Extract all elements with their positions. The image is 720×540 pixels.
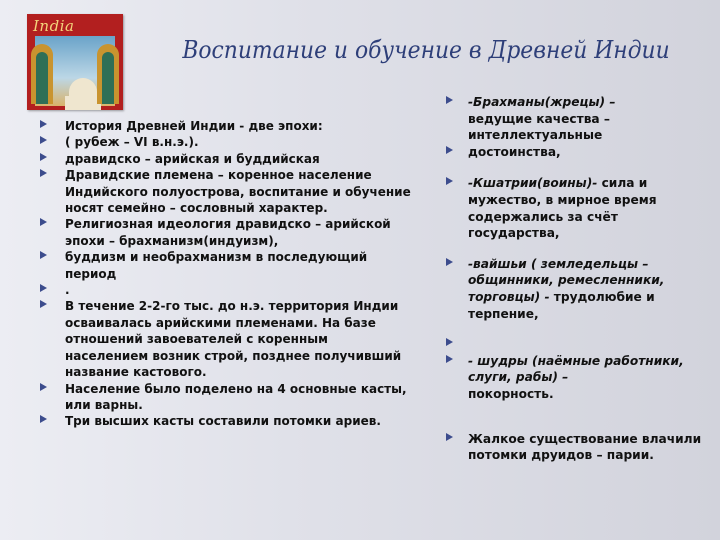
arrow-bullet-icon [40,136,47,144]
arrow-bullet-icon [40,153,47,161]
pariahs: Жалкое существование влачили потомки друидов – парии. [444,431,708,464]
list-item: Три высших касты составили потомки ариев. [40,413,412,429]
arrow-bullet-icon [40,251,47,259]
arrow-bullet-icon [40,284,47,292]
list-item: Религиозная идеология дравидско – арийской эпохи – брахманизм(индуизм), [40,216,412,249]
right-bullet-list [444,94,708,464]
list-item: История Древней Индии - две эпохи: [40,118,412,134]
arrow-bullet-icon [40,218,47,226]
empty-bullet [444,336,708,353]
arrow-bullet-icon [40,169,47,177]
caste-shudra: - шудры (наёмные работники, слуги, рабы) – покорность. [444,353,708,403]
arrow-bullet-icon [446,355,453,363]
palace-building [65,96,101,110]
india-book-cover-image [27,14,123,110]
list-item: . [40,282,412,298]
arrow-bullet-icon [40,383,47,391]
list-item: буддизм и необрахманизм в последующий период [40,249,412,282]
list-item: Дравидские племена – коренное население Индийского полуострова, воспитание и обучение носят семейно – сословный характер. [40,167,412,216]
arrow-bullet-icon [446,258,453,266]
palace-dome [69,78,97,98]
arrow-bullet-icon [446,177,453,185]
page-title: Воспитание и обучение в Древней Индии [182,36,670,64]
list-item: дравидско – арийская и буддийская [40,151,412,167]
caste-brahmans: -Брахманы(жрецы) – ведущие качества – интеллектуальные [444,94,708,144]
arrow-bullet-icon [446,338,453,346]
list-item: ( рубеж – VI в.н.э.). [40,134,412,150]
caste-vaishya: -вайшьи ( земледельцы – общинники, ремесленники, торговцы) - трудолюбие и терпение, [444,256,708,322]
arrow-bullet-icon [446,146,453,154]
arrow-bullet-icon [40,300,47,308]
left-arch [31,44,53,104]
arrow-bullet-icon [40,415,47,423]
list-item: В течение 2-2-го тыс. до н.э. территория Индии осваивалась арийскими племенами. На базе отношений завоевателей с коренным населением возник строй, позднее получивший название кастового. [40,298,412,380]
arrow-bullet-icon [446,433,453,441]
cover-title: India [33,17,75,35]
right-arch [97,44,119,104]
arrow-bullet-icon [446,96,453,104]
list-item: Население было поделено на 4 основные касты, или варны. [40,381,412,414]
arrow-bullet-icon [40,120,47,128]
caste-brahmans-cont: достоинства, [444,144,708,161]
left-bullet-list [40,118,412,430]
caste-kshatriya: -Кшатрии(воины)- сила и мужество, в мирное время содержались за счёт государства, [444,175,708,241]
